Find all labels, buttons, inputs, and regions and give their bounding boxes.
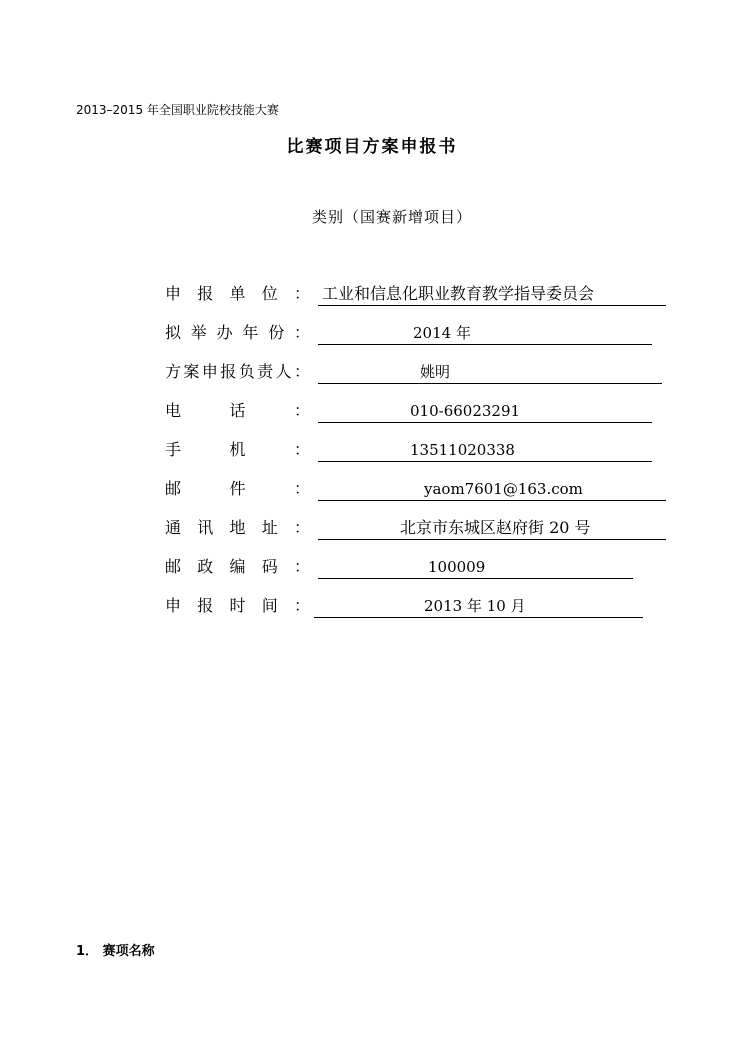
field-label-mobile [165,439,310,461]
field-value-year [318,322,652,345]
label-char: 年 [242,323,259,342]
label-char: ： [293,284,310,303]
label-char: 份 [268,323,285,342]
label-char: 讯 [197,518,214,537]
value-text: yaom7601@163.com [424,480,583,498]
label-char: 申 [201,362,218,381]
label-char: 码 [261,557,278,576]
label-char: 负 [238,362,255,381]
label-char: 单 [229,284,246,303]
field-value-address [318,517,666,540]
label-char: 申 [165,284,182,303]
label-char: 报 [220,362,237,381]
competition-header: 2013–2015 年全国职业院校技能大赛 [76,103,279,117]
label-char: 拟 [165,323,182,342]
field-value-applicant-unit [318,283,666,306]
value-text: 13511020338 [410,441,515,459]
field-label-postcode [165,556,310,578]
label-char: 报 [197,596,214,615]
label-char: 人 [275,362,292,381]
category-line: 类别（国赛新增项目） [311,208,472,226]
field-value-responsible-person [318,361,662,384]
label-char: 电 [165,401,182,420]
label-char: 案 [183,362,200,381]
field-label-year [165,322,310,344]
label-char: ： [293,323,310,342]
value-text: 010-66023291 [410,402,521,420]
label-char: 责 [257,362,274,381]
label-char: 报 [197,284,214,303]
label-char: 位 [261,284,278,303]
label-char: 办 [216,323,233,342]
label-char: 地 [229,518,246,537]
label-char: ： [293,557,310,576]
label-char: 举 [190,323,207,342]
label-char: ： [293,518,310,537]
field-value-email [318,478,666,501]
field-label-applicant-unit [165,283,310,305]
field-value-postcode [318,556,633,579]
value-text: 工业和信息化职业教育教学指导委员会 [322,284,595,303]
label-char: 手 [165,440,182,459]
label-char: 编 [229,557,246,576]
value-text: 2014 年 [413,324,471,342]
label-char: 政 [197,557,214,576]
label-char: ： [293,596,310,615]
label-char: 件 [229,479,246,498]
field-label-responsible-person [165,361,310,383]
field-label-application-date [165,595,310,617]
field-value-application-date [314,595,643,618]
label-char: 时 [229,596,246,615]
field-value-telephone [318,400,652,423]
label-char: 址 [261,518,278,537]
value-text: 2013 年 10 月 [424,597,526,615]
label-char: 方 [165,362,182,381]
field-label-address [165,517,310,539]
section-heading-event-name: 1． 赛项名称 [76,944,155,959]
label-char: 机 [229,440,246,459]
label-char: ： [293,362,310,381]
value-text: 北京市东城区赵府街 20 号 [400,518,591,537]
value-text: 100009 [428,558,486,576]
label-char: ： [293,440,310,459]
label-char: ： [293,479,310,498]
label-char: 话 [229,401,246,420]
label-char: 通 [165,518,182,537]
document-title: 比赛项目方案申报书 [286,137,458,157]
label-char: ： [293,401,310,420]
label-char: 邮 [165,479,182,498]
label-char: 间 [261,596,278,615]
label-char: 申 [165,596,182,615]
field-label-telephone [165,400,310,422]
field-value-mobile [318,439,652,462]
field-label-email [165,478,310,500]
label-char: 邮 [165,557,182,576]
value-text: 姚明 [420,363,451,381]
